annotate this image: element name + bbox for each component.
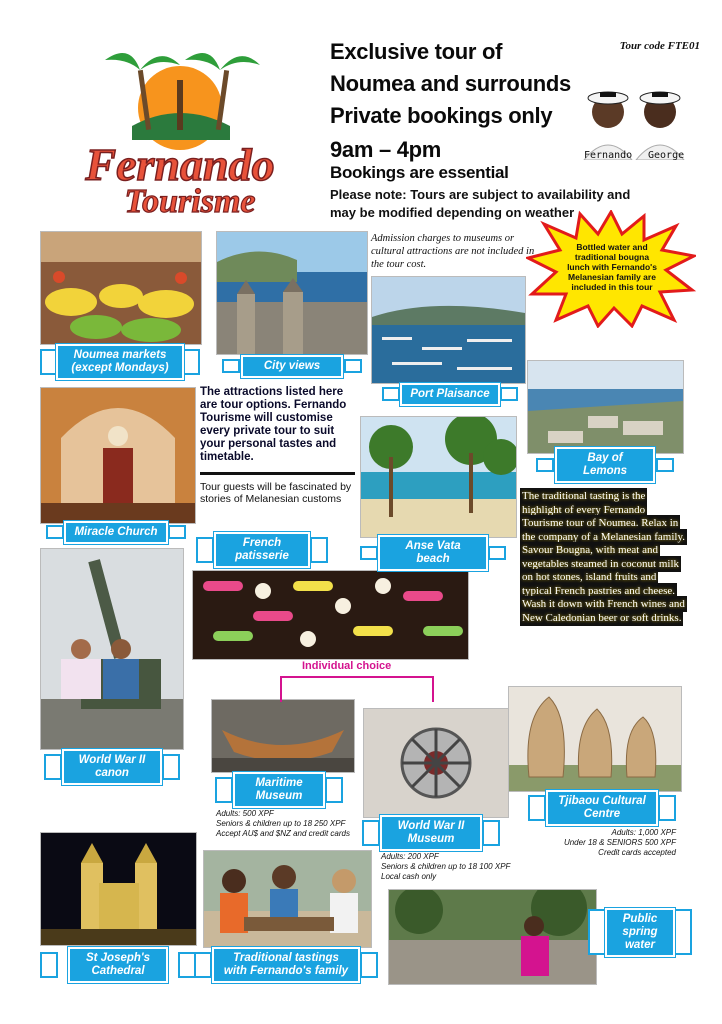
guide-name-fernando: Fernando (584, 150, 633, 161)
guide-name-george: George (648, 150, 685, 161)
banner-maritime-museum-label: Maritime Museum (233, 772, 325, 808)
miracle-church-photo (40, 387, 196, 524)
banner-traditional-tastings (204, 948, 368, 982)
banner-anse-vata-beach (370, 542, 496, 564)
banner-city-views-label: City views (241, 355, 343, 378)
logo-wordmark-fernando: Fernando (85, 139, 275, 190)
banner-world-war-museum (372, 816, 490, 850)
banner-st-josephs-cathedral-label: St Joseph's Cathedral (68, 947, 168, 983)
tasting-description-text: The traditional tasting is the highlight of every Fernando Tourisme tour of Noumea. Relax in the company of a Melanesian family. Savour Bougna, with meat and vegetables steamed in coconut milk on hot stones, island fruits and typical French pastries and cheese. Wash it down with French wines and New Caledonian beer or soft drinks. (522, 490, 686, 624)
banner-world-war-canon (54, 750, 170, 784)
city-views-photo (216, 231, 368, 355)
banner-bay-of-lemons-label: Bay of Lemons (555, 447, 655, 483)
note-line-1: Please note: Tours are subject to availability and (330, 187, 631, 202)
banner-st-josephs-cathedral (50, 948, 186, 982)
fernando-tourisme-logo (40, 30, 320, 220)
title-line-2: Noumea and surrounds (330, 71, 571, 96)
public-spring-water-photo (388, 889, 597, 985)
traditional-tastings-photo (203, 850, 372, 948)
banner-miracle-church-label: Miracle Church (64, 521, 168, 544)
wwmuseum-price-adults: Adults: 200 XPF (381, 852, 439, 861)
tjibaou-prices (560, 828, 676, 858)
banner-traditional-tastings-label: Traditional tastings with Fernando's family (212, 947, 360, 983)
tjibaou-cultural-centre-photo (508, 686, 682, 792)
tour-code: Tour code FTE01 (619, 40, 700, 52)
st-josephs-cathedral-photo (40, 832, 197, 946)
maritime-museum-photo (211, 699, 355, 773)
tour-hours: 9am – 4pm (330, 137, 442, 162)
banner-noumea-markets (50, 345, 190, 379)
tjibaou-price-under18: Under 18 & SENIORS 500 XPF (563, 838, 676, 847)
tasting-description (522, 490, 686, 625)
banner-port-plaisance-label: Port Plaisance (400, 383, 500, 406)
individual-choice-bracket (280, 676, 434, 702)
fascinated-text: Tour guests will be fascinated by stories of Melanesian customs (200, 481, 352, 505)
tjibaou-price-payment: Credit cards accepted (598, 848, 676, 857)
banner-maritime-museum (225, 773, 333, 807)
banner-noumea-markets-label: Noumea markets (except Mondays) (56, 344, 184, 380)
maritime-price-payment: Accept AU$ and $NZ and credit cards (216, 829, 350, 838)
bay-of-lemons-photo (527, 360, 684, 454)
banner-port-plaisance (392, 383, 508, 405)
individual-choice-label: Individual choice (302, 660, 392, 672)
anse-vata-beach-photo (360, 416, 517, 538)
banner-miracle-church (56, 521, 176, 543)
divider-rule (200, 472, 355, 475)
banner-french-patisserie (206, 533, 318, 567)
logo-wordmark-tourisme: Tourisme (124, 183, 256, 220)
admission-note: Admission charges to museums or cultural attractions are not included in the tour cost. (371, 233, 535, 270)
port-plaisance-photo (371, 276, 526, 384)
maritime-price-seniors: Seniors & children up to 18 250 XPF (216, 819, 346, 828)
wwmuseum-price-payment: Local cash only (381, 872, 437, 881)
maritime-price-adults: Adults: 500 XPF (216, 809, 274, 818)
banner-french-patisserie-label: French patisserie (214, 532, 310, 568)
noumea-markets-photo (40, 231, 202, 345)
wwmuseum-price-seniors: Seniors & children up to 18 100 XPF (381, 862, 511, 871)
world-war-museum-prices (381, 852, 521, 882)
banner-world-war-museum-label: World War II Museum (380, 815, 482, 851)
banner-bay-of-lemons (546, 454, 664, 476)
starburst-text: Bottled water and traditional bougna lunch with Fernando's Melanesian family are included in this tour (567, 242, 657, 292)
banner-city-views (232, 355, 352, 377)
tjibaou-price-adults: Adults: 1,000 XPF (611, 828, 676, 837)
french-patisserie-photo (192, 570, 469, 660)
maritime-museum-prices (216, 809, 366, 839)
title-line-1: Exclusive tour of (330, 39, 503, 64)
bookings-essential: Bookings are essential (330, 163, 509, 182)
world-war-museum-photo (363, 708, 509, 818)
banner-tjibaou-cultural-centre-label: Tjibaou Cultural Centre (546, 790, 658, 826)
banner-public-spring-water-label: Public spring water (605, 908, 675, 957)
banner-public-spring-water (598, 905, 682, 959)
attractions-text: The attractions listed here are tour options. Fernando Tourisme will customise every private tour to suit your personal tastes and timetable. (200, 386, 347, 463)
banner-world-war-canon-label: World War II canon (62, 749, 162, 785)
note-line-2: may be modified depending on weather (330, 205, 575, 220)
banner-anse-vata-beach-label: Anse Vata beach (378, 535, 488, 571)
world-war-canon-photo (40, 548, 184, 750)
guides-photo (578, 78, 690, 160)
title-line-3: Private bookings only (330, 103, 553, 128)
banner-tjibaou-cultural-centre (538, 791, 666, 825)
